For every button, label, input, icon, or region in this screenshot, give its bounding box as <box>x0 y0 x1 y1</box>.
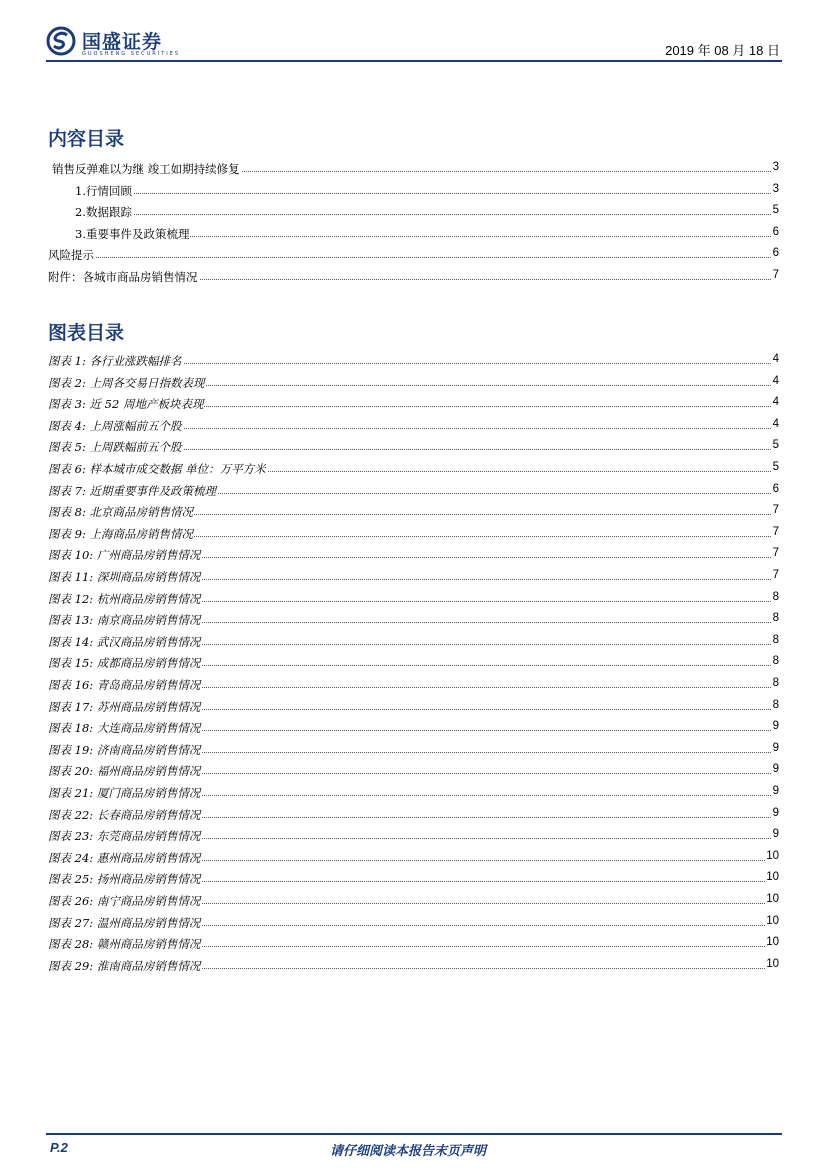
entry-label: 图表 19: 济南商品房销售情况 <box>48 742 201 757</box>
figure-entry[interactable] <box>0 526 827 546</box>
entry-label: 图表 6: 样本城市成交数据 单位：万平方米 <box>48 462 266 476</box>
contents-title: 内容目录 <box>48 128 125 150</box>
entry-label: 图表 1: 各行业涨跌幅排名 <box>48 354 182 368</box>
logo-mark-icon <box>46 26 76 56</box>
entry-page: 10 <box>766 914 779 927</box>
page-header <box>46 24 782 62</box>
figure-entry[interactable] <box>0 763 827 783</box>
entry-label: 图表 11: 深圳商品房销售情况 <box>48 570 201 584</box>
company-logo <box>46 24 206 60</box>
figure-entry[interactable] <box>0 785 827 805</box>
figure-entry[interactable] <box>0 418 827 438</box>
entry-page: 10 <box>766 936 779 949</box>
figure-entry[interactable] <box>0 655 827 675</box>
figures-title: 图表目录 <box>48 322 125 344</box>
leader-dots <box>75 214 771 215</box>
figure-entry[interactable] <box>0 634 827 654</box>
figure-entry[interactable] <box>0 958 827 978</box>
entry-label: 图表 3: 近 52 周地产板块表现 <box>48 397 204 412</box>
entry-label: 图表 26: 南宁商品房销售情况 <box>48 894 201 908</box>
entry-label: 3.重要事件及政策梳理 <box>75 226 190 241</box>
entry-page: 10 <box>766 849 779 862</box>
figure-entry[interactable] <box>0 936 827 956</box>
figure-entry[interactable] <box>0 850 827 870</box>
entry-page: 9 <box>772 720 779 733</box>
entry-page: 9 <box>772 763 779 776</box>
entry-label: 图表 28: 赣州商品房销售情况 <box>48 937 201 952</box>
entry-label: 图表 10: 广州商品房销售情况 <box>48 548 201 563</box>
entry-page: 9 <box>772 741 779 754</box>
entry-label: 附件：各城市商品房销售情况 <box>48 269 198 284</box>
figure-entry[interactable] <box>0 569 827 589</box>
entry-page: 7 <box>772 547 779 560</box>
entry-page: 6 <box>772 247 779 259</box>
figure-entry[interactable] <box>0 375 827 395</box>
entry-page: 8 <box>772 633 779 646</box>
report-date: 2019 年 08 月 18 日 <box>665 43 780 58</box>
figure-entry[interactable] <box>0 591 827 611</box>
entry-label: 图表 2: 上周各交易日指数表现 <box>48 375 205 390</box>
figure-entry[interactable] <box>0 915 827 935</box>
entry-label: 图表 7: 近期重要事件及政策梳理 <box>48 483 217 498</box>
entry-label: 图表 5: 上周跌幅前五个股 <box>48 440 182 455</box>
figure-entry[interactable] <box>0 720 827 740</box>
entry-label: 图表 17: 苏州商品房销售情况 <box>48 699 201 714</box>
entry-page: 4 <box>772 396 779 409</box>
logo-subtext: GUOSHENG SECURITIES <box>82 51 181 57</box>
entry-page: 5 <box>772 204 779 216</box>
figure-entry[interactable] <box>0 893 827 913</box>
entry-label: 图表 8: 北京商品房销售情况 <box>48 505 194 520</box>
figure-entry[interactable] <box>0 828 827 848</box>
contents-entry[interactable] <box>0 226 827 246</box>
entry-page: 4 <box>772 417 779 430</box>
entry-page: 3 <box>772 161 779 173</box>
entry-label: 图表 13: 南京商品房销售情况 <box>48 613 201 628</box>
figure-entry[interactable] <box>0 461 827 481</box>
entry-page: 4 <box>772 353 779 365</box>
leader-dots <box>75 193 771 194</box>
entry-label: 图表 14: 武汉商品房销售情况 <box>48 634 201 649</box>
contents-entry[interactable] <box>0 269 827 289</box>
figure-entry[interactable] <box>0 677 827 697</box>
entry-page: 5 <box>772 461 779 473</box>
entry-page: 8 <box>772 655 779 668</box>
entry-label: 图表 12: 杭州商品房销售情况 <box>48 591 201 606</box>
entry-page: 9 <box>772 828 779 841</box>
entry-label: 图表 9: 上海商品房销售情况 <box>48 526 194 541</box>
entry-label: 图表 18: 大连商品房销售情况 <box>48 721 201 736</box>
entry-page: 10 <box>766 957 779 970</box>
contents-entry[interactable] <box>0 183 827 203</box>
logo-text: 国盛证券 <box>82 31 163 53</box>
entry-page: 10 <box>766 893 779 905</box>
entry-page: 7 <box>772 525 779 538</box>
figure-entry[interactable] <box>0 483 827 503</box>
entry-label: 2.数据跟踪 <box>75 205 132 219</box>
footer-divider <box>46 1133 782 1135</box>
contents-entry[interactable] <box>0 161 827 181</box>
figure-entry[interactable] <box>0 439 827 459</box>
entry-page: 8 <box>772 590 779 603</box>
entry-page: 9 <box>772 785 779 797</box>
entry-page: 7 <box>772 268 779 281</box>
figure-entry[interactable] <box>0 612 827 632</box>
figure-entry[interactable] <box>0 547 827 567</box>
entry-label: 图表 15: 成都商品房销售情况 <box>48 656 201 671</box>
entry-page: 10 <box>766 871 779 884</box>
entry-label: 风险提示 <box>48 248 94 262</box>
leader-dots <box>48 257 771 258</box>
entry-label: 图表 22: 长春商品房销售情况 <box>48 807 201 822</box>
entry-page: 6 <box>772 225 779 238</box>
page-number: P.2 <box>50 1140 68 1155</box>
entry-page: 8 <box>772 612 779 625</box>
entry-page: 4 <box>772 374 779 387</box>
figure-entry[interactable] <box>0 353 827 373</box>
entry-page: 6 <box>772 482 779 495</box>
contents-entry[interactable] <box>0 247 827 267</box>
entry-label: 图表 20: 福州商品房销售情况 <box>48 764 201 779</box>
entry-page: 7 <box>772 504 779 517</box>
figure-entry[interactable] <box>0 742 827 762</box>
entry-label: 图表 29: 淮南商品房销售情况 <box>48 958 201 973</box>
entry-label: 销售反弹难以为继 竣工如期持续修复 <box>52 162 240 176</box>
entry-page: 8 <box>772 677 779 689</box>
entry-label: 图表 23: 东莞商品房销售情况 <box>48 829 201 844</box>
entry-label: 图表 24: 惠州商品房销售情况 <box>48 850 201 865</box>
entry-label: 1.行情回顾 <box>75 183 132 198</box>
entry-label: 图表 21: 厦门商品房销售情况 <box>48 786 201 800</box>
entry-label: 图表 4: 上周涨幅前五个股 <box>48 418 182 433</box>
entry-label: 图表 27: 温州商品房销售情况 <box>48 915 201 930</box>
figure-entry[interactable] <box>0 699 827 719</box>
entry-page: 9 <box>772 806 779 819</box>
entry-page: 5 <box>772 439 779 452</box>
entry-page: 8 <box>772 698 779 711</box>
entry-label: 图表 25: 扬州商品房销售情况 <box>48 872 201 887</box>
contents-entry[interactable] <box>0 204 827 224</box>
figure-entry[interactable] <box>0 871 827 891</box>
header-divider <box>46 60 782 62</box>
footer-disclaimer: 请仔细阅读本报告末页声明 <box>330 1144 487 1159</box>
figure-entry[interactable] <box>0 807 827 827</box>
entry-page: 3 <box>772 182 779 195</box>
entry-label: 图表 16: 青岛商品房销售情况 <box>48 678 201 692</box>
figure-entry[interactable] <box>0 504 827 524</box>
entry-page: 7 <box>772 569 779 581</box>
figure-entry[interactable] <box>0 396 827 416</box>
